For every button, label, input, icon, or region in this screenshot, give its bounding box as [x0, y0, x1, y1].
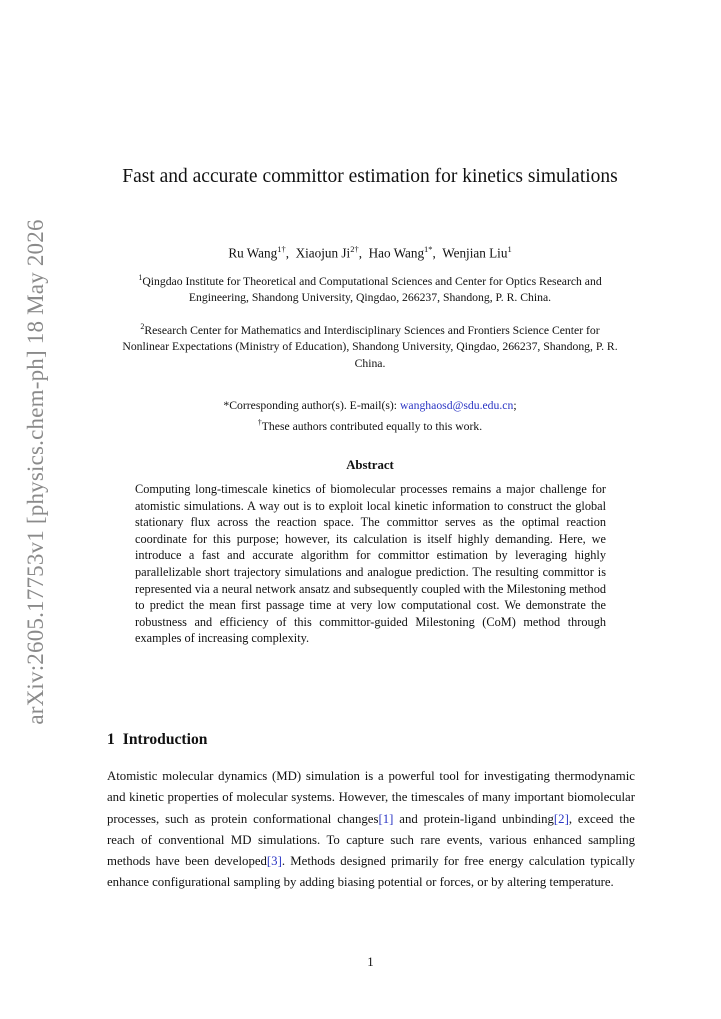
introduction-paragraph	[107, 766, 635, 894]
corresponding-author-note	[120, 397, 620, 414]
paper-title: Fast and accurate committor estimation for kinetics simulations	[122, 166, 618, 187]
arxiv-identifier-stamp[interactable]: arXiv:2605.17753v1 [physics.chem-ph] 18 May 2026	[23, 219, 48, 725]
corresponding-prefix: *Corresponding author(s). E-mail(s):	[223, 399, 400, 412]
abstract-text: Computing long-timescale kinetics of biomolecular processes remains a major challenge for atomistic simulations. A way out is to exploit local kinetic information to construct the global stationary flux across the reaction space. The committor serves as the optimal reaction coordinate for this purpose; however, its calculation is itself highly demanding. Here, we introduce a fast and accurate algorithm for committor estimation by leveraging highly parallelizable short trajectory simulations and analogue prediction. The resulting committor is represented via a neural network ansatz and subsequently coupled with the Milestoning method to predict the mean first passage time at very low computational cost. We demonstrate the robustness and efficiency of this committor-guided Milestoning (CoM) method through examples of increasing complexity.	[135, 482, 606, 646]
intro-text: . Methods designed primarily for free energy calculation typically enhance configurational sampling by adding biasing potential or forces, or by altering temperature.	[107, 854, 635, 890]
affiliation-text: Qingdao Institute for Theoretical and Computational Sciences and Center for Optics Research and Engineering, Shandong University, Qingdao, 266237, Shandong, P. R. China.	[142, 274, 602, 305]
author-affiliation-mark: 2†	[350, 244, 359, 254]
equal-contribution-note	[120, 414, 620, 435]
section-heading	[107, 731, 207, 749]
affiliation-mark: 1	[138, 273, 143, 282]
equal-contribution-text: These authors contributed equally to this work.	[261, 419, 483, 433]
author-name: Ru Wang	[228, 245, 278, 261]
intro-text: Atomistic molecular dynamics (MD) simulation is a powerful tool for investigating thermodynamic and kinetic properties of molecular systems. However, the timescales of many important biomolecular processes, such as protein conformational changes	[107, 769, 635, 826]
author-name: Hao Wang	[368, 245, 425, 261]
citation-link[interactable]: [2]	[553, 811, 569, 826]
email-link[interactable]: wanghaosd@sdu.edu.cn	[399, 399, 514, 412]
dagger-mark: †	[257, 418, 262, 427]
affiliation-mark: 2	[140, 322, 145, 331]
section-title: Introduction	[122, 731, 208, 748]
section-number: 1	[107, 731, 115, 748]
author-notes	[120, 397, 620, 435]
author-affiliation-mark: 1	[507, 244, 512, 254]
author-name: Wenjian Liu	[442, 245, 508, 261]
intro-text: , exceed the reach of conventional MD simulations. To capture such rare events, various enhanced sampling methods have been developed	[107, 811, 635, 869]
author-affiliation-mark: 1†	[277, 244, 286, 254]
affiliation-text: Research Center for Mathematics and Interdisciplinary Sciences and Frontiers Science Center for Nonlinear Expectations (Ministry of Education), Shandong University, Qingdao, 266237, Shandong, P. R. China.	[122, 323, 618, 370]
citation-link[interactable]: [3]	[266, 854, 282, 869]
citation-link[interactable]: [1]	[378, 811, 394, 826]
corresponding-suffix: ;	[513, 399, 517, 412]
author-name: Xiaojun Ji	[295, 245, 351, 261]
page-number: 1	[367, 955, 374, 969]
affiliation-1	[118, 270, 622, 307]
author-list: Ru Wang$^{1\dagger}$, Xiaojun $Ji^{2\dagger}$, Hao Wang$^{1*}$, Wenjian Liu$^1$	[228, 244, 512, 261]
author-affiliation-mark: 1*	[424, 244, 433, 254]
abstract-heading: Abstract	[346, 458, 394, 472]
affiliation-2	[118, 319, 622, 372]
intro-text: and protein-ligand unbinding	[393, 811, 554, 826]
